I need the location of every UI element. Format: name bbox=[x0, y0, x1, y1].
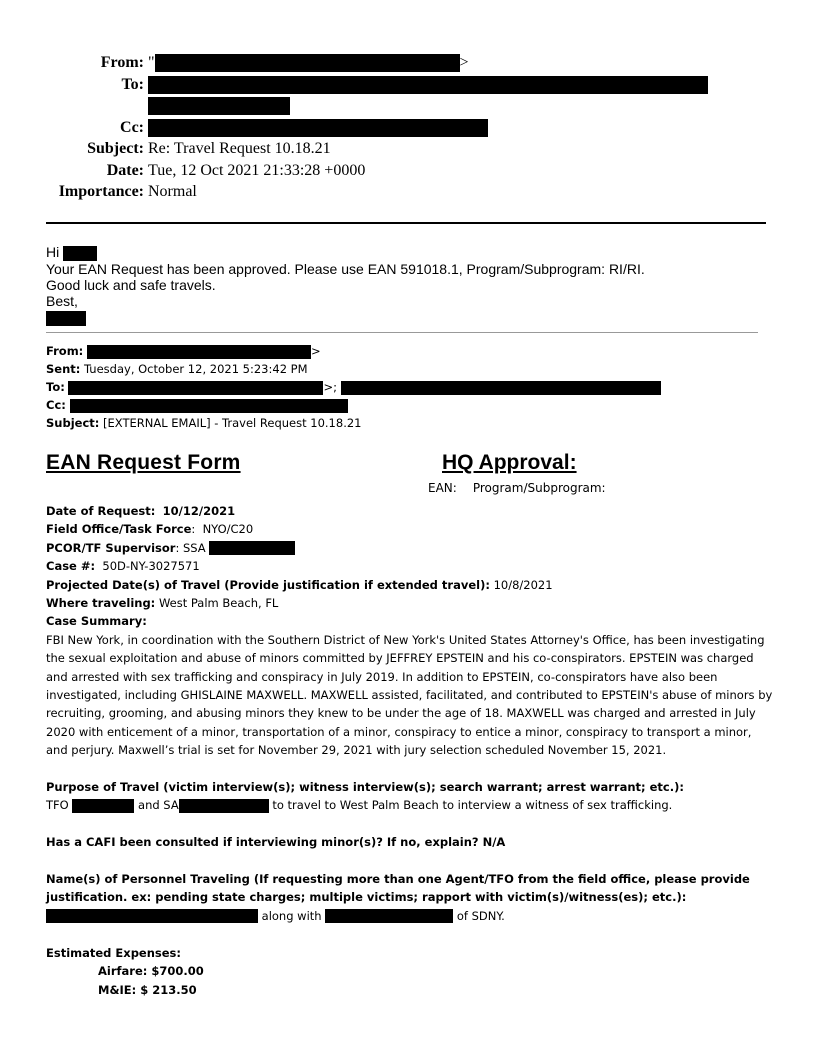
header-to-continued bbox=[0, 95, 816, 117]
header-date-row bbox=[0, 160, 816, 182]
form-purpose-rest: to travel to West Palm Beach to interview a witness of sex trafficking. bbox=[272, 798, 673, 813]
form-summary-label-row bbox=[46, 612, 776, 630]
hq-approval-title bbox=[442, 451, 577, 475]
redaction-box bbox=[155, 54, 460, 72]
reply-greeting-line bbox=[46, 244, 766, 261]
ean-request-form bbox=[46, 502, 776, 999]
redaction-box bbox=[87, 345, 311, 359]
hq-ean-label: EAN: bbox=[428, 481, 457, 495]
forward-divider bbox=[46, 332, 758, 333]
redaction-box bbox=[179, 799, 269, 813]
form-mie-row: M&IE: $ 213.50 bbox=[98, 982, 197, 997]
redaction-box bbox=[148, 76, 708, 94]
reply-line-2: Good luck and safe travels. bbox=[46, 276, 216, 293]
fwd-to-label: To: bbox=[46, 380, 65, 394]
header-from-label: From: bbox=[100, 54, 144, 71]
redaction-box bbox=[148, 119, 488, 137]
form-where-label: Where traveling: bbox=[46, 596, 156, 611]
header-cc-value bbox=[148, 117, 488, 139]
fwd-subject-value: [EXTERNAL EMAIL] - Travel Request 10.18.21 bbox=[103, 416, 362, 430]
form-where-row bbox=[46, 594, 776, 612]
form-personnel-along: along with bbox=[261, 908, 322, 923]
form-supervisor-row: PCOR/TF Supervisor: SSA bbox=[46, 539, 776, 557]
form-case-label: Case #: bbox=[46, 559, 96, 574]
fwd-subject-row bbox=[46, 414, 766, 432]
fwd-from-label: From: bbox=[46, 344, 84, 358]
form-expenses-label: Estimated Expenses: bbox=[46, 945, 181, 960]
form-purpose-value-row bbox=[46, 796, 776, 814]
header-from-row bbox=[0, 52, 816, 74]
header-importance-label: Importance: bbox=[58, 183, 144, 200]
form-summary-label: Case Summary: bbox=[46, 614, 147, 629]
header-cc-row bbox=[0, 117, 816, 139]
form-case-value: 50D-NY-3027571 bbox=[102, 559, 200, 574]
reply-body bbox=[46, 244, 766, 326]
hq-approval-fields bbox=[428, 481, 622, 495]
header-from-quote: " bbox=[148, 54, 155, 71]
forwarded-header bbox=[46, 342, 766, 432]
header-to-value bbox=[148, 74, 708, 96]
redaction-box bbox=[148, 97, 290, 115]
form-date-value: 10/12/2021 bbox=[162, 504, 236, 518]
fwd-cc-label: Cc: bbox=[46, 398, 66, 412]
header-divider bbox=[46, 222, 766, 224]
fwd-from-bracket: > bbox=[310, 344, 321, 358]
form-office-label: Field Office/Task Force bbox=[46, 522, 192, 537]
header-subject-label: Subject: bbox=[87, 140, 144, 157]
fwd-subject-label: Subject: bbox=[46, 416, 100, 430]
spacer bbox=[46, 925, 776, 943]
redaction-box bbox=[72, 799, 134, 813]
form-personnel-sdny: of SDNY. bbox=[456, 908, 505, 923]
fwd-from-row bbox=[46, 342, 766, 360]
header-to-label: To: bbox=[121, 75, 144, 93]
form-personnel-label-row bbox=[46, 870, 776, 907]
form-purpose-label: Purpose of Travel (victim interview(s); witness interview(s); search warrant; arrest warrant; etc.): bbox=[46, 780, 684, 795]
form-personnel-value-row bbox=[46, 907, 776, 925]
reply-greeting: Hi bbox=[46, 244, 60, 260]
fwd-sent-value: Tuesday, October 12, 2021 5:23:42 PM bbox=[84, 362, 308, 376]
form-title: EAN Request Form bbox=[46, 451, 241, 474]
spacer bbox=[46, 852, 776, 870]
header-from-bracket: > bbox=[459, 54, 469, 71]
form-airfare-row: Airfare: $700.00 bbox=[98, 964, 204, 979]
form-supervisor-label: PCOR/TF Supervisor bbox=[46, 540, 176, 555]
form-expenses-label-row bbox=[46, 944, 776, 962]
form-projected-value: 10/8/2021 bbox=[493, 577, 553, 592]
header-to-row bbox=[0, 74, 816, 96]
form-projected-label: Projected Date(s) of Travel (Provide justification if extended travel): bbox=[46, 577, 490, 592]
reply-signature bbox=[46, 309, 766, 326]
fwd-cc-row bbox=[46, 396, 766, 414]
fwd-sent-row bbox=[46, 360, 766, 378]
header-date-value: Tue, 12 Oct 2021 21:33:28 +0000 bbox=[148, 161, 366, 179]
header-cc-label: Cc: bbox=[120, 118, 144, 136]
redaction-box bbox=[209, 541, 295, 555]
header-importance-value: Normal bbox=[148, 183, 197, 200]
redaction-box bbox=[68, 381, 323, 395]
form-office-row: Field Office/Task Force: NYO/C20 bbox=[46, 522, 254, 537]
redaction-box bbox=[46, 311, 86, 326]
header-subject-value: Re: Travel Request 10.18.21 bbox=[148, 140, 331, 157]
form-case-row bbox=[46, 557, 776, 575]
form-office-value: NYO/C20 bbox=[202, 522, 254, 537]
spacer bbox=[46, 815, 776, 833]
form-projected-row bbox=[46, 576, 776, 594]
header-from-value bbox=[148, 52, 469, 74]
reply-closing: Best, bbox=[46, 292, 78, 309]
redaction-box bbox=[341, 381, 661, 395]
redaction-box bbox=[46, 909, 258, 923]
form-purpose-tfo: TFO bbox=[46, 798, 69, 813]
fwd-sent-label: Sent: bbox=[46, 362, 81, 376]
fwd-to-separator: >; bbox=[323, 380, 337, 394]
form-supervisor-value: SSA bbox=[182, 540, 206, 555]
form-purpose-label-row bbox=[46, 778, 776, 796]
form-where-value: West Palm Beach, FL bbox=[158, 596, 279, 611]
hq-program-label: Program/Subprogram: bbox=[472, 481, 606, 495]
form-cafi-row bbox=[46, 833, 776, 851]
form-cafi-label: Has a CAFI been consulted if interviewing minor(s)? If no, explain? N/A bbox=[46, 835, 506, 850]
hq-approval-title-text: HQ Approval: bbox=[442, 451, 577, 474]
form-personnel-label: Name(s) of Personnel Traveling (If requesting more than one Agent/TFO from the field office, please provide justification. ex: pending state charges; multiple victims; rapport with victim(s)/witness(es); etc.): bbox=[46, 872, 750, 905]
form-purpose-and: and SA bbox=[138, 798, 179, 813]
form-date-label: Date of Request: bbox=[46, 504, 156, 518]
fwd-to-row bbox=[46, 378, 766, 396]
email-header bbox=[0, 52, 816, 203]
header-subject-row bbox=[0, 138, 816, 160]
redaction-box bbox=[325, 909, 453, 923]
header-to-value-2 bbox=[148, 95, 290, 117]
header-importance-row bbox=[0, 181, 816, 203]
header-date-label: Date: bbox=[106, 161, 144, 179]
form-summary-text: FBI New York, in coordination with the Southern District of New York's United States Attorney's Office, has been investigating the sexual exploitation and abuse of minors committed by JEFFREY EPSTEIN and his co-conspirators. EPSTEIN was charged and arrested with sex trafficking and conspiracy in July 2019. In addition to EPSTEIN, co-conspirators have also been investigated, including GHISLAINE MAXWELL. MAXWELL assisted, facilitated, and contributed to EPSTEIN's abuse of minors by recruiting, grooming, and abusing minors they knew to be under the age of 18. MAXWELL was charged and arrested in July 2020 with enticement of a minor, transportation of a minor, conspiracy to entice a minor, conspiracy to transport a minor, and perjury. Maxwell’s trial is set for November 29, 2021 with jury selection scheduled November 15, 2021. bbox=[46, 632, 773, 758]
redaction-box bbox=[63, 246, 97, 261]
form-date-row bbox=[46, 502, 776, 520]
redaction-box bbox=[70, 399, 348, 413]
spacer bbox=[46, 760, 776, 778]
reply-line-1: Your EAN Request has been approved. Please use EAN 591018.1, Program/Subprogram: RI/RI. bbox=[46, 260, 645, 277]
